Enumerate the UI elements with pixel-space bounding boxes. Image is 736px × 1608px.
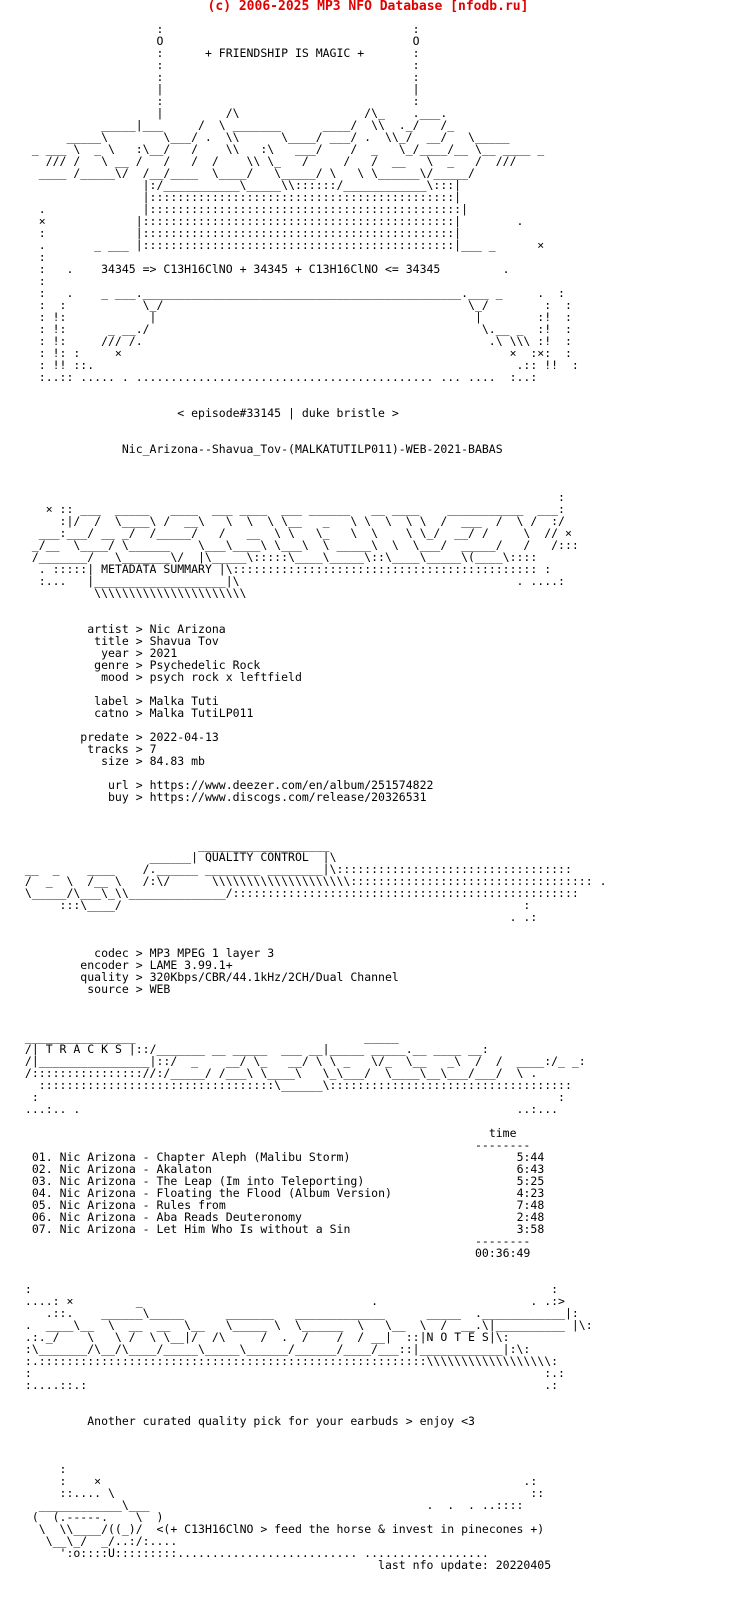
track-row: 07. Nic Arizona - Let Him Who Is without a Sin 3:58 xyxy=(31,1222,545,1236)
track-row: 01. Nic Arizona - Chapter Aleph (Malibu Storm) 5:44 xyxy=(31,1150,545,1164)
track-row: 02. Nic Arizona - Akalaton 6:43 xyxy=(31,1162,545,1176)
track-row: 06. Nic Arizona - Aba Reads Deuteronomy 2:48 xyxy=(31,1210,545,1224)
banner-prefix: (c) 2006-2025 MP3 NFO Database [ xyxy=(207,0,458,14)
last-update: last nfo update: 20220405 xyxy=(378,1558,552,1572)
section-notes: N O T E S xyxy=(426,1330,489,1344)
total-time: 00:36:49 xyxy=(474,1246,531,1260)
url-link[interactable]: https://www.deezer.com/en/album/251574822 xyxy=(149,778,434,792)
title-value: Shavua Tov xyxy=(149,634,219,648)
artist-value: Nic Arizona xyxy=(149,622,226,636)
codec-value: MP3 MPEG 1 layer 3 xyxy=(149,946,275,960)
tracks-value: 7 xyxy=(149,742,157,756)
track-row: 04. Nic Arizona - Floating the Flood (Album Version) 4:23 xyxy=(31,1186,545,1200)
section-tracks: T R A C K S xyxy=(45,1042,122,1056)
size-value: 84.83 mb xyxy=(149,754,205,768)
mood-value: psych rock x leftfield xyxy=(149,670,302,684)
release-name: Nic_Arizona--Shavua_Tov-(MALKATUTILP011)-WEB-2021-BABAS xyxy=(121,442,503,456)
footer-slogan: <(+ C13H16ClNO > feed the horse & invest in pinecones +) xyxy=(156,1522,545,1536)
genre-value: Psychedelic Rock xyxy=(149,658,261,672)
track-row: 05. Nic Arizona - Rules from 7:48 xyxy=(31,1198,545,1212)
nfodb-link[interactable]: nfodb.ru xyxy=(458,0,521,14)
section-metadata: METADATA SUMMARY xyxy=(101,562,212,576)
label-value: Malka Tuti xyxy=(149,694,219,708)
year-value: 2021 xyxy=(149,646,178,660)
catno-value: Malka TutiLP011 xyxy=(149,706,254,720)
encoder-value: LAME 3.99.1+ xyxy=(149,958,233,972)
banner-suffix: ] xyxy=(520,0,529,14)
source-value: WEB xyxy=(149,982,171,996)
nfo-text: : : O O : + FRIENDSHIP IS MAGIC + : : : : : | | : : | /\ /\_ .___. _____|___ / \ _______ ____/ \\ ._/ /_ _____\ \___/ . \\ \____/ ___/ . \\_/ __/ \_____ _ ___ \ _ \ :\__/ / \\ :\ ___/ / _ \_/____/__ \__ ____ _ /// / \ __ / / / / \\ \_ / / / __ \ _ / /// ____ /_____\/ /__/____ \____/ \_____/ \ \ \______\/_____/ |:/___________\_____\\::::::/____________\:::| |::::::::::::::::::::::::::::::::::::::::::::| . |:::::::::::::::::::::::::::::::::::::::::::::| × |:::::::::::::::::::::::::::::::::::::::::::::| . : |:::::::::::::::::::::::::::::::::::::::::::::| . _ ___ |:::::::::::::::::::::::::::::::::::::::::::::|___ _ × : : . 34345 => C13H16ClNO + 34345 + C13H16ClNO <= 34345 . : : . _ ___.______________________________________________.___ _ . : : : \_/ \_/ : : : !: | | :! : : !: _ __./ \.__ _ :! : : !: /// /. .\ \\\ :! : : !: : × × :×: : : !! ::. .:: !! : :..:: ..... . ........................................... ... .... :..: < episode#33145 | duke bristle > Nic_Arizona--Shavua_Tov-(MALKATUTILP011)-WEB-2021-BABAS : × :: ___ _____ ____ ___ ____ ___ ______ __ ____ ___________ ___: :|/ / \____\ / __\ \ \ \ \__ _ \ \ \ \ \ / ___ / \ / :/ ___:___/ __ _/ /_____/ / __ \ \ \_ \ \ \ \_/ __/ / \ // × _/__ \____/ \______ \___\____\ \___\ \ _____\ \ \___/ _____/ / /::: /_______/ \_______\/ |\_____\:::::\____\_____\::\____\_____\(____\:::: . :::::| METADATA SUMMARY |\:::::::::::::::::::::::::::::::::::::::::::: : :... |___________________|\ . ....: \\\\\\\\\\\\\\\\\\\\\\ artist > Nic Arizona title > Shavua Tov year > 2021 genre > Psychedelic Rock mood > psych rock x leftfield label > Malka Tuti catno > Malka TutiLP011 predate > 2022-04-13 tracks > 7 size > 84.83 mb url > https://www.deezer.com/en/album/251574822 buy > https://www.discogs.com/release/20326531 ___________________ ______| QUALITY CONTROL |\ __ _ ____ /.______ ________ ________|\:::::::::::::::::::::::::::::::::: / _ \ /__ \ /:\/ \\\\\\\\\\\\\\\\\\\\::::::::::::::::::::::::::::::::::: . \_____/\___\_\\______________/:::::::::::::::::::::::::::::::::::::::::::::::::: :::\____/ : . .: codec > MP3 MPEG 1 layer 3 encoder > LAME 3.99.1+ quality > 320Kbps/CBR/44.1kHz/2CH/Dual Channel source > WEB ________________ _____ /| T R A C K S |::/_______ __ _____ ___ __|_____ _____.__ ____ __: /|________________|::/ _ __/ \_ __/ \ \ _ \/_ \__ _\ / / ____:/_ _: /:::::::::::::::://:/_____/ /___\ \____\ \_\___/ \____\__\___/___/ \ . ::::::::::::::::::::::::::::::::::\______\::::::::::::::::::::::::::::::::::: : : ...:.. . ..:... time -------- 01. Nic Arizona - Chapter Aleph (Malibu Storm) 5:44 02. Nic Arizona - Akalaton 6:43 03. Nic Arizona - The Leap (Im into Teleporting) 5:25 04. Nic Arizona - Floating the Flood (Album Version) 4:23 05. Nic Arizona - Rules from 7:48 06. Nic Arizona - Aba Reads Deuteronomy 2:48 07. Nic Arizona - Let Him Who Is without a Sin 3:58 -------- 00:36:49 : : ....: × _ . . .:> .::. ______\_____ _______ _____________ _____ .____________|: . ____\__ \ __ __ \__ \_____ \ \______ \ \__ \ / __.\|__________ |\: .:._/ \ \ / \ \__|/ /\ / . / / / __| ::|N O T E S|\: :\_______/\__/\____/_____\_____\______/______/____/___::|____________|:\: :.::::::::::::::::::::::::::::::::::::::::::::::::::::::::\\\\\\\\\\\\\\\\\\: : :.: :....::.: .: Another curated quality pick for your earbuds > enjoy <3 : : × .: ::.... \ :: ____________\___ . . . ..:::: ( (.-----. \ ) \ \\____/((_)/ <(+ C13H16ClNO > feed the horse & invest in pinecones +) \__\_/ _/..:/:.... ':o::::U:::::::::.......................... .................. last nfo update: 20220405 xyxy=(24,22,607,1572)
episode-line: < episode#33145 | duke bristle > xyxy=(177,406,399,420)
quality-value: 320Kbps/CBR/44.1kHz/2CH/Dual Channel xyxy=(149,970,399,984)
formula: 34345 => C13H16ClNO + 34345 + C13H16ClNO <= 34345 xyxy=(101,262,441,276)
tagline: + FRIENDSHIP IS MAGIC + xyxy=(204,46,365,60)
predate-value: 2022-04-13 xyxy=(149,730,219,744)
time-header: time xyxy=(488,1126,517,1140)
track-row: 03. Nic Arizona - The Leap (Im into Teleporting) 5:25 xyxy=(31,1174,545,1188)
notes-text: Another curated quality pick for your earbuds > enjoy <3 xyxy=(87,1414,475,1428)
buy-link[interactable]: https://www.discogs.com/release/20326531 xyxy=(149,790,427,804)
section-quality: QUALITY CONTROL xyxy=(204,850,309,864)
